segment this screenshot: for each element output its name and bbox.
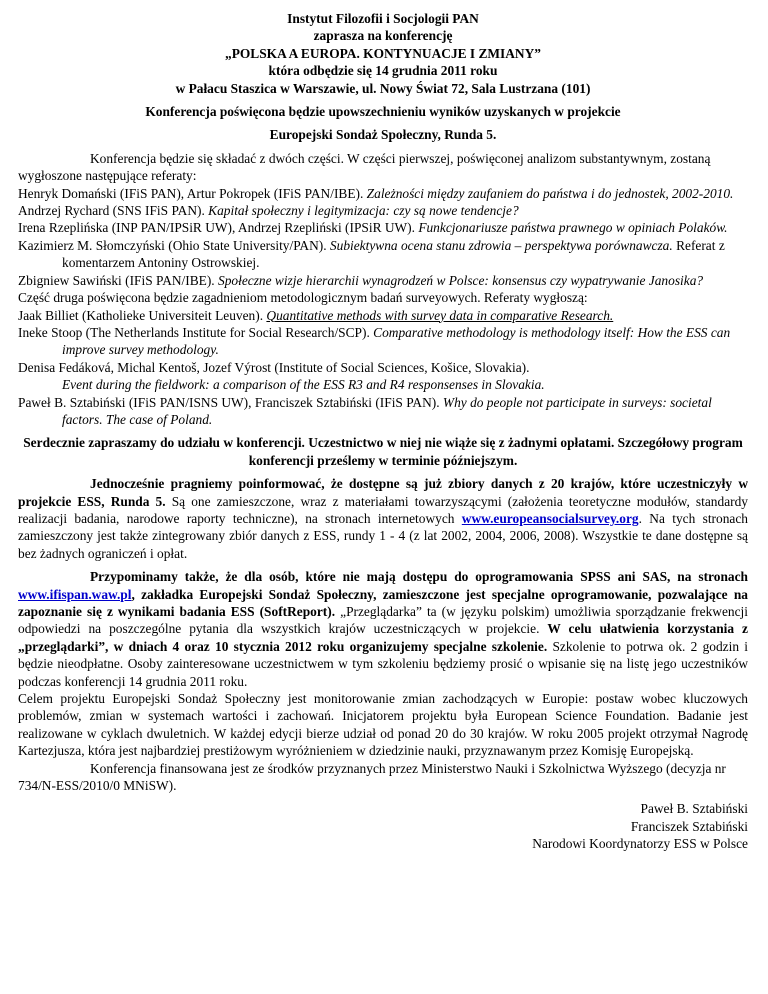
document-page [18,10,748,853]
ref-title: Funkcjonariusze państwa prawnego w opiniach Polaków. [418,220,728,236]
data-para-text: . Na tych stronach zamieszczony jest także zintegrowany zbiór danych z ESS, rundy 1 - 4 (z lat 2002, 2004, 2006, 2008). Wszystkie te dane dostępne są bez żadnych ograniczeń i opłat. [18,510,748,561]
soft-para-text: „Przeglądarka” ta (w języku polskim) umożliwia sporządzanie frekwencji odpowiedzi na poszczególne pytania dla wszystkich krajów uczestniczących w projekcie. [18,604,748,637]
soft-para-bold: W celu ułatwienia korzystania z „przeglądarki”, w dniach 4 oraz 10 stycznia 2012 roku organizujemy specjalne szkolenie. [18,621,748,654]
signature-name-2: Franciszek Sztabiński [630,818,748,834]
ref-authors: Paweł B. Sztabiński (IFiS PAN/ISNS UW), Franciszek Sztabiński (IFiS PAN). [18,394,443,410]
signature-block [18,800,748,852]
header-institute: Instytut Filozofii i Socjologii PAN [287,11,479,26]
list-item [18,272,748,289]
soft-para-bold: Przypominamy także, że dla osób, które nie mają dostępu do oprogramowania SPSS ani SAS, na stronach [90,569,748,585]
signature-name-1: Paweł B. Sztabiński [640,801,748,817]
ref-title: Subiektywna ocena stanu zdrowia – perspektywa porównawcza. [329,237,673,253]
ref-title: Społeczne wizje hierarchii wynagrodzeń w Polsce: konsensus czy wypatrywanie Janosika? [218,272,704,288]
list-item [18,219,748,236]
header-date: która odbędzie się 14 grudnia 2011 roku [268,63,498,79]
ref-authors: Andrzej Rychard (SNS IFiS PAN). [18,203,209,219]
ref-title: Comparative methodology is methodology itself: How the ESS can improve survey methodology. [62,324,731,358]
ref-title: Event during the fieldwork: a comparison of the ESS R3 and R4 responsenses in Slovakia. [62,377,545,393]
ref-authors: Zbigniew Sawiński (IFiS PAN/IBE). [18,272,219,288]
header-subtitle-2: Europejski Sondaż Społeczny, Runda 5. [269,127,497,143]
project-aim-paragraph: Celem projektu Europejski Sondaż Społeczny jest monitorowanie zmian zachodzących w Europie: postaw wobec kluczowych problemów, zmian w systemach wartości i zachowań. Inicjatorem projektu była European Science Foundation. Badanie jest realizowane w cyklach dwuletnich. W każdej edycji bierze udział od ponad 20 do 30 krajów. W roku 2005 projekt otrzymał Nagrodę Kartezjusza, która jest najbardziej prestiżowym wyróżnieniem w dziedzinie nauki, przyznawanym przez Komisję Europejską. [18,691,748,759]
part2-intro: Część druga poświęcona będzie zagadnieniom metodologicznym badań surveyowych. Referaty wygłoszą: [18,290,588,306]
list-item [18,359,748,394]
ref-authors: Kazimierz M. Słomczyński (Ohio State University/PAN). [18,237,330,253]
header-venue: w Pałacu Staszica w Warszawie, ul. Nowy Świat 72, Sala Lustrzana (101) [175,80,591,96]
list-item [18,394,748,429]
list-item [18,237,748,272]
list-item [18,324,748,359]
ifispan-website-link[interactable]: www.ifispan.waw.pl [18,586,132,602]
data-availability-paragraph [18,475,748,562]
intro-paragraph: Konferencja będzie się składać z dwóch części. W części pierwszej, poświęconej analizom substantywnym, zostaną wygłoszone następujące referaty: [18,150,711,184]
ref-title: Quantitative methods with survey data in comparative Research. [266,307,614,323]
conference-header [18,10,748,144]
header-conference-title: „POLSKA A EUROPA. KONTYNUACJE I ZMIANY” [225,45,541,61]
soft-para-bold: , zakładka Europejski Sondaż Społeczny, zamieszczone jest specjalne oprogramowanie, pozwalające na zapoznanie się z wynikami badania ESS (SoftReport). [18,586,748,619]
ref-authors: Henryk Domański (IFiS PAN), Artur Pokropek (IFiS PAN/IBE). [18,185,367,201]
part1-list [18,185,748,289]
ref-title: Zależności między zaufaniem do państwa i do jednostek, 2002-2010. [366,185,734,201]
funding-paragraph: Konferencja finansowana jest ze środków przyznanych przez Ministerstwo Nauki i Szkolnictwa Wyższego (decyzja nr 734/N-ESS/2010/0 MNiSW). [18,760,726,794]
ref-title: Why do people not participate in surveys: societal factors. The case of Poland. [62,394,712,427]
software-paragraph [18,568,748,690]
ref-authors: Irena Rzeplińska (INP PAN/IPSiR UW), Andrzej Rzepliński (IPSiR UW). [18,220,419,236]
ref-title: Kapitał społeczny i legitymizacja: czy są nowe tendencje? [208,203,519,219]
data-para-bold: Jednocześnie pragniemy poinformować, że dostępne są już zbiory danych z 20 krajów, które uczestniczyły w projekcie ESS, Runda 5. [18,476,748,509]
signature-role: Narodowi Koordynatorzy ESS w Polsce [532,836,748,852]
list-item [18,307,748,324]
invitation-notice: Serdecznie zapraszamy do udziału w konferencji. Uczestnictwo w niej nie wiąże się z żadnymi opłatami. Szczegółowy program konferencji prześlemy w terminie późniejszym. [23,435,743,468]
ess-website-link[interactable]: www.europeansocialsurvey.org [461,510,639,526]
part2-list [18,307,748,429]
ref-authors: Denisa Fedáková, Michal Kentoš, Jozef Výrost (Institute of Social Sciences, Košice, Slovakia). [18,359,530,375]
ref-authors: Jaak Billiet (Katholieke Universiteit Leuven). [18,307,267,323]
ref-authors: Ineke Stoop (The Netherlands Institute for Social Research/SCP). [18,324,374,340]
header-invites: zaprasza na konferencję [313,28,453,44]
soft-para-text: Szkolenie to potrwa ok. 2 godzin i będzie nieodpłatne. Osoby zainteresowane uczestnictwem w tym szkoleniu będziemy prosić o wpisanie się na listę jego uczestników podczas konferencji 14 grudnia 2011 roku. [18,638,749,689]
ref-note: Referat z komentarzem Antoniny Ostrowskiej. [62,237,725,271]
list-item [18,202,748,219]
header-subtitle-1: Konferencja poświęcona będzie upowszechnieniu wyników uzyskanych w projekcie [145,104,621,120]
data-para-text: Są one zamieszczone, wraz z materiałami towarzyszącymi (założenia teoretyczne modułów, standardy realizacji badania, narodowe raporty techniczne), na stronach internetowych [18,493,748,526]
list-item [18,185,748,202]
